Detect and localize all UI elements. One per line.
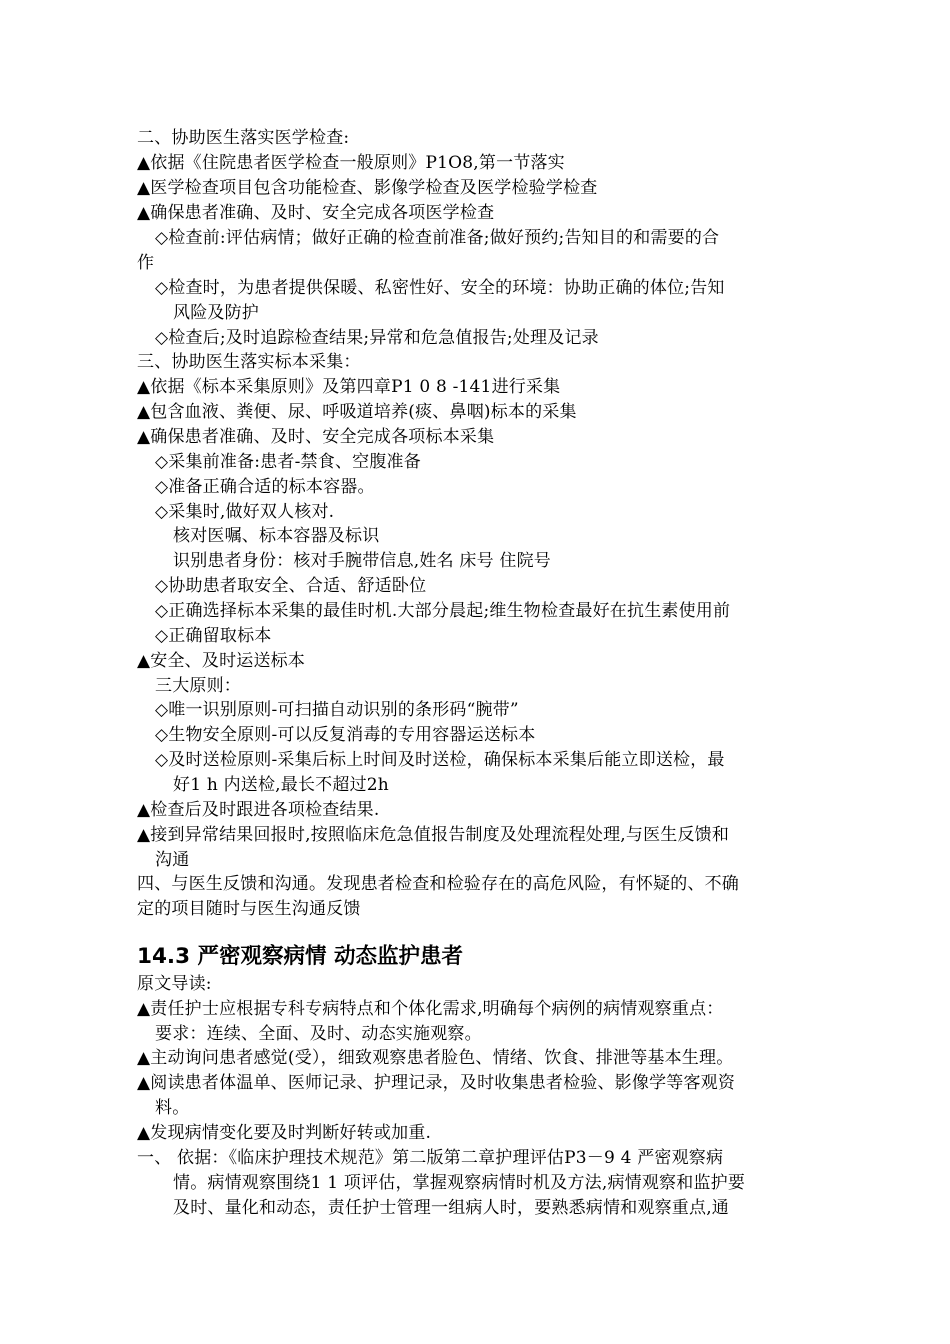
text-line: 定的项目随时与医生沟通反馈: [137, 899, 361, 919]
bullet-line: ▲接到异常结果回报时,按照临床危急值报告制度及处理流程处理,与医生反馈和: [137, 825, 730, 845]
diamond-line: ◇正确选择标本采集的最佳时机.大部分晨起;维生物检查最好在抗生素使用前: [155, 601, 731, 621]
diamond-line: ◇采集前准备:患者-禁食、空腹准备: [155, 452, 421, 472]
diamond-line: ◇唯一识别原则-可扫描自动识别的条形码“腕带”: [155, 700, 519, 720]
bullet-line: ▲确保患者准确、及时、安全完成各项医学检查: [137, 203, 495, 223]
diamond-line: ◇协助患者取安全、合适、舒适卧位: [155, 576, 427, 596]
bullet-line: ▲发现病情变化要及时判断好转或加重.: [137, 1123, 432, 1143]
bullet-line: ▲责任护士应根据专科专病特点和个体化需求,明确每个病例的病情观察重点：: [137, 999, 724, 1019]
text-line: 要求：连续、全面、及时、动态实施观察。: [155, 1024, 482, 1044]
text-line: 作: [137, 253, 155, 273]
bullet-line: ▲包含血液、粪便、尿、呼吸道培养(痰、鼻咽)标本的采集: [137, 402, 577, 422]
text-line: 好1 h 内送检,最长不超过2h: [173, 775, 389, 795]
bullet-line: ▲安全、及时运送标本: [137, 651, 306, 671]
bullet-line: ▲依据《住院患者医学检查一般原则》P1O8,第一节落实: [137, 153, 565, 173]
diamond-line: ◇及时送检原则-采集后标上时间及时送检，确保标本采集后能立即送检，最: [155, 750, 725, 770]
bullet-line: ▲主动询问患者感觉(受），细致观察患者脸色、情绪、饮食、排泄等基本生理。: [137, 1048, 734, 1068]
text-line: 风险及防护: [173, 303, 259, 323]
diamond-line: ◇采集时,做好双人核对.: [155, 502, 335, 522]
heading-4: 四、与医生反馈和沟通。发现患者检查和检验存在的高危风险，有怀疑的、不确: [137, 874, 739, 894]
bullet-line: ▲阅读患者体温单、医师记录、护理记录，及时收集患者检验、影像学等客观资: [137, 1073, 736, 1093]
diamond-line: ◇生物安全原则-可以反复消毒的专用容器运送标本: [155, 725, 536, 745]
bullet-line: ▲医学检查项目包含功能检查、影像学检查及医学检验学检查: [137, 178, 598, 198]
text-line: 及时、量化和动态，责任护士管理一组病人时，要熟悉病情和观察重点,通: [173, 1198, 730, 1218]
heading-2: 二、协助医生落实医学检查:: [137, 128, 350, 148]
text-line: 沟通: [155, 850, 190, 870]
bullet-line: ▲检查后及时跟进各项检查结果.: [137, 800, 380, 820]
section-heading: 14.3 严密观察病情 动态监护患者: [137, 944, 464, 969]
bullet-line: ▲确保患者准确、及时、安全完成各项标本采集: [137, 427, 495, 447]
diamond-line: ◇准备正确合适的标本容器。: [155, 477, 375, 497]
numbered-line: 一、 依据：《临床护理技术规范》第二版第二章护理评估P3－9 4 严密观察病: [137, 1148, 724, 1168]
text-line: 料。: [155, 1098, 190, 1118]
text-line: 识别患者身份：核对手腕带信息,姓名 床号 住院号: [173, 551, 552, 571]
heading-3: 三、协助医生落实标本采集：: [137, 352, 361, 372]
text-line: 三大原则：: [155, 676, 241, 696]
diamond-line: ◇检查前:评估病情；做好正确的检查前准备;做好预约;告知目的和需要的合: [155, 228, 720, 248]
text-line: 情。病情观察围绕1 1 项评估，掌握观察病情时机及方法,病情观察和监护要: [173, 1173, 746, 1193]
bullet-line: ▲依据《标本采集原则》及第四章P1 0 8 -141进行采集: [137, 377, 561, 397]
diamond-line: ◇正确留取标本: [155, 626, 272, 646]
diamond-line: ◇检查时，为患者提供保暖、私密性好、安全的环境：协助正确的体位;告知: [155, 278, 725, 298]
diamond-line: ◇检查后;及时追踪检查结果;异常和危急值报告;处理及记录: [155, 328, 599, 348]
text-line: 原文导读:: [137, 974, 212, 994]
text-line: 核对医嘱、标本容器及标识: [173, 526, 380, 546]
